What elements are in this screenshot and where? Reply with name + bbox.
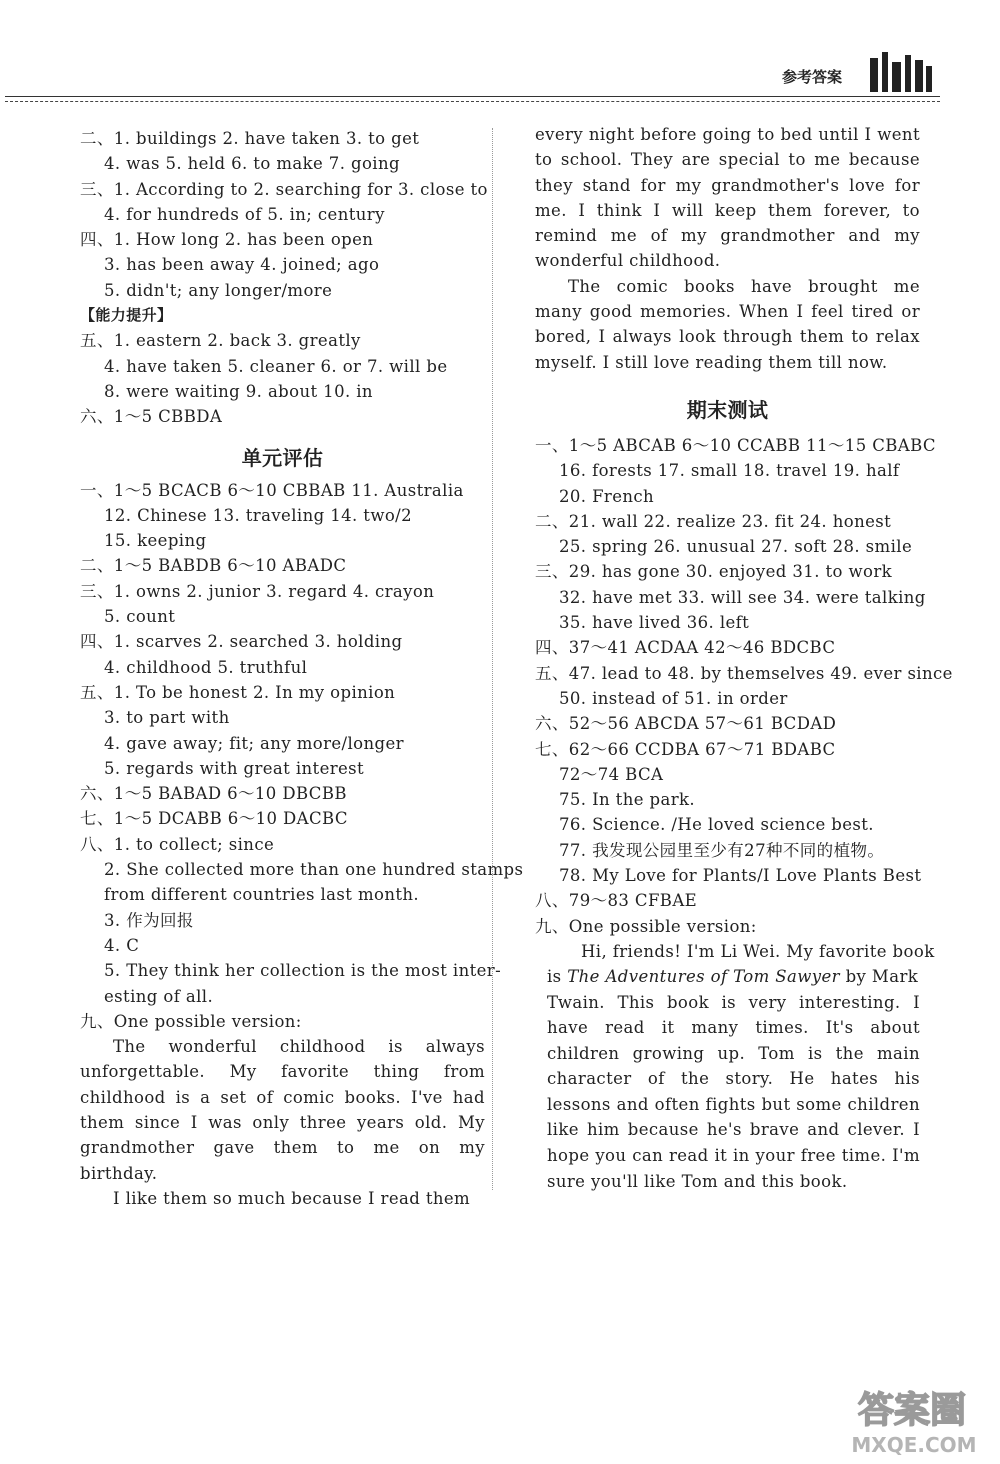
answer-line: 六、52～56 ABCDA 57～61 BCDAD (535, 714, 837, 734)
answer-line: 4. C (104, 935, 140, 955)
answer-line: 4. was 5. held 6. to make 7. going (104, 154, 400, 174)
column-divider (492, 128, 493, 1190)
answer-line: esting of all. (104, 986, 214, 1006)
answer-line: 七、1～5 DCABB 6～10 DACBC (80, 809, 348, 829)
header-decoration-bars (868, 52, 934, 94)
answer-line: 二、1. buildings 2. have taken 3. to get (80, 129, 420, 148)
watermark-url: MXQE.COM (851, 1433, 977, 1457)
essay-paragraph: The wonderful childhood is always unforgettable. My favorite thing from childhood is a set of comic books. I've had them since I was only three years old. My grandmother gave them to me on my birthday. (80, 1037, 485, 1183)
unit-assessment-title: 单元评估 (241, 445, 324, 470)
answer-line: 72～74 BCA (559, 764, 664, 784)
answer-line: 四、1. scarves 2. searched 3. holding (80, 632, 403, 652)
answer-line: 16. forests 17. small 18. travel 19. half (559, 461, 900, 481)
essay-paragraph: every night before going to bed until I went to school. They are special to me because they stand for my grandmother's love for me. I think I will keep them forever, to remind me of my grandmother and my wonderful childhood. (535, 125, 920, 271)
answer-line: 七、62～66 CCDBA 67～71 BDABC (535, 739, 836, 759)
answer-line: 4. gave away; fit; any more/longer (104, 733, 404, 753)
answer-line: 二、1～5 BABDB 6～10 ABADC (80, 556, 347, 576)
essay-paragraph: Twain. This book is very interesting. I have read it many times. It's about children growing up. Tom is the main character of the story. He hates his lessons and often fights but some children like him because he's brave and clever. I hope you can read it in your free time. I'm sure you'll like Tom and this book. (547, 992, 920, 1191)
answer-line: 25. spring 26. unusual 27. soft 28. smile (559, 537, 913, 557)
answer-line: 五、1. eastern 2. back 3. greatly (80, 331, 361, 351)
answer-line: 二、21. wall 22. realize 23. fit 24. honest (535, 511, 892, 531)
answer-line: 75. In the park. (559, 790, 696, 810)
header-dashed-rule (5, 101, 940, 102)
answer-line: 四、1. How long 2. has been open (80, 230, 374, 250)
answer-line: 一、1～5 ABCAB 6～10 CCABB 11～15 CBABC (535, 435, 936, 455)
answer-line: 3. has been away 4. joined; ago (104, 255, 380, 275)
answer-line: 3. to part with (104, 708, 230, 728)
answer-line: 五、47. lead to 48. by themselves 49. ever since (535, 663, 953, 683)
answer-line: 5. They think her collection is the most inter- (104, 961, 502, 981)
ability-heading: 【能力提升】 (80, 306, 173, 325)
answer-line: 3. 作为回报 (104, 910, 194, 930)
answer-line: 三、1. According to 2. searching for 3. close to (80, 179, 488, 199)
answer-line: 77. 我发现公园里至少有27种不同的植物。 (559, 840, 885, 860)
answer-line: 5. count (104, 607, 176, 627)
answer-line: 4. for hundreds of 5. in; century (104, 204, 385, 224)
answer-line: 32. have met 33. will see 34. were talking (559, 587, 926, 607)
answer-line: 78. My Love for Plants/I Love Plants Best (559, 866, 922, 886)
book-title: The Adventures of Tom Sawyer (567, 967, 840, 987)
answer-line: 15. keeping (104, 531, 207, 551)
right-column (535, 122, 953, 1194)
answer-line: 50. instead of 51. in order (559, 688, 788, 708)
essay-label: 九、One possible version: (80, 1011, 302, 1031)
answer-line: 五、1. To be honest 2. In my opinion (80, 682, 396, 702)
essay-word: by Mark (845, 967, 919, 987)
essay-paragraph: The comic books have brought me many good memories. When I feel tired or bored, I always look through them to relax myself. I still love reading them till now. (535, 276, 920, 372)
answer-line: 一、1～5 BCACB 6～10 CBBAB 11. Australia (80, 480, 464, 500)
essay-line: Hi, friends! I'm Li Wei. My favorite book (581, 941, 935, 961)
answer-line: 三、1. owns 2. junior 3. regard 4. crayon (80, 581, 435, 601)
left-column (80, 126, 524, 1211)
header-title: 参考答案 (782, 68, 843, 86)
answer-line: 2. She collected more than one hundred stamps (104, 860, 524, 880)
answer-line: from different countries last month. (104, 885, 420, 905)
answer-line: 5. didn't; any longer/more (104, 280, 333, 300)
answer-line: 六、1～5 BABAD 6～10 DBCBB (80, 784, 347, 804)
answer-line: 5. regards with great interest (104, 758, 365, 778)
essay-paragraph: I like them so much because I read them (113, 1188, 471, 1208)
answer-line: 六、1～5 CBBDA (80, 407, 223, 427)
answer-line: 三、29. has gone 30. enjoyed 31. to work (535, 562, 893, 582)
answer-line: 4. childhood 5. truthful (104, 657, 308, 677)
header-rule (5, 96, 940, 97)
answer-line: 20. French (559, 486, 655, 506)
watermark-logo (832, 1384, 997, 1458)
final-test-title: 期末测试 (686, 397, 769, 422)
essay-label: 九、One possible version: (535, 916, 757, 936)
watermark-text: 答案圈 (857, 1390, 967, 1431)
answer-line: 8. were waiting 9. about 10. in (104, 381, 373, 401)
answer-line: 4. have taken 5. cleaner 6. or 7. will be (104, 356, 448, 376)
answer-line: 八、1. to collect; since (80, 834, 275, 854)
essay-line (535, 964, 920, 989)
answer-line: 八、79～83 CFBAE (535, 891, 698, 911)
answer-line: 四、37～41 ACDAA 42～46 BDCBC (535, 638, 836, 658)
essay-word: is (547, 967, 562, 987)
answer-line: 76. Science. /He loved science best. (559, 815, 874, 835)
answer-line: 12. Chinese 13. traveling 14. two/2 (104, 505, 413, 525)
answer-line: 35. have lived 36. left (559, 613, 750, 633)
